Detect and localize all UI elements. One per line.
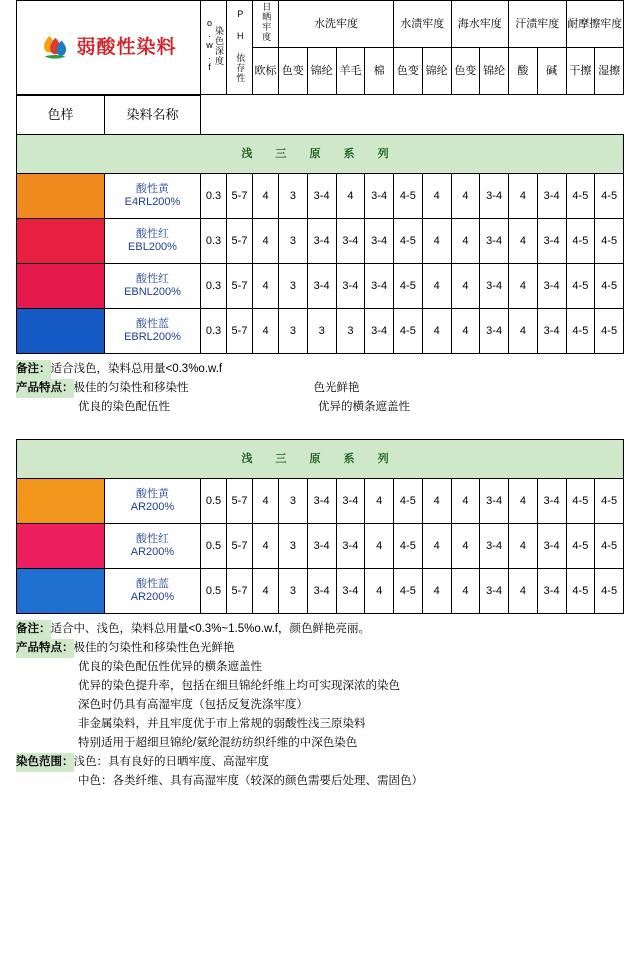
sub-wash-shade: 色变 xyxy=(279,48,308,95)
cell-depth: 0.5 xyxy=(201,478,227,523)
dye-name-cell: 酸性黄 E4RL200% xyxy=(105,174,201,219)
cell-depth: 0.3 xyxy=(201,264,227,309)
dye-name-cell: 酸性蓝 EBRL200% xyxy=(105,309,201,354)
feature-item: 优良的染色配伍性优异的横条遮盖性 xyxy=(78,660,262,673)
cell-sea-nylon: 3-4 xyxy=(480,523,509,568)
cell-persp-alkali: 3-4 xyxy=(537,478,566,523)
color-swatch xyxy=(17,219,105,264)
range-item: 中色：各类纤维、具有高湿牢度（较深的颜色需要后处理、需固色） xyxy=(78,774,423,787)
sub-water-nylon: 锦纶 xyxy=(422,48,451,95)
series-banner-row-1 xyxy=(17,135,624,174)
dye-name-cell: 酸性红 EBNL200% xyxy=(105,264,201,309)
feature-row xyxy=(16,696,624,715)
cell-rub-wet: 4-5 xyxy=(595,174,624,219)
cell-persp-acid: 4 xyxy=(509,174,538,219)
cell-rub-dry: 4-5 xyxy=(566,309,595,354)
cell-rub-wet: 4-5 xyxy=(595,219,624,264)
cell-water-shade: 4-5 xyxy=(394,264,423,309)
cell-sea-nylon: 3-4 xyxy=(480,309,509,354)
sub-wash-wool: 羊毛 xyxy=(336,48,365,95)
cell-ph: 5-7 xyxy=(227,174,253,219)
feature-item: 优良的染色配伍性 xyxy=(78,400,170,413)
cell-wash-shade: 3 xyxy=(279,174,308,219)
note-label: 备注： xyxy=(16,620,51,639)
cell-wash-wool: 3-4 xyxy=(336,568,365,613)
range-item: 浅色：具有良好的日晒牢度、高湿牢度 xyxy=(73,755,269,768)
range-row xyxy=(16,772,624,791)
cell-water-nylon: 4 xyxy=(422,174,451,219)
feature-item: 优异的染色提升率，包括在细旦锦纶纤维上均可实现深浓的染色 xyxy=(78,679,400,692)
cell-persp-acid: 4 xyxy=(509,478,538,523)
cell-persp-acid: 4 xyxy=(509,523,538,568)
color-swatch xyxy=(17,478,105,523)
col-label-dye-name: 染料名称 xyxy=(105,96,201,135)
cell-persp-alkali: 3-4 xyxy=(537,219,566,264)
cell-rub-wet: 4-5 xyxy=(595,309,624,354)
cell-water-nylon: 4 xyxy=(422,478,451,523)
brand-title: 弱酸性染料 xyxy=(76,36,177,58)
feature-row-1b xyxy=(16,398,624,417)
cell-sea-shade: 4 xyxy=(451,568,480,613)
cell-wash-wool: 3-4 xyxy=(336,523,365,568)
cell-sea-shade: 4 xyxy=(451,219,480,264)
cell-water-shade: 4-5 xyxy=(394,309,423,354)
cell-ph: 5-7 xyxy=(227,264,253,309)
cell-wash-shade: 3 xyxy=(279,219,308,264)
note-label: 备注： xyxy=(16,360,51,379)
color-swatch xyxy=(17,523,105,568)
feature-label: 产品特点： xyxy=(16,639,74,658)
group-rubbing: 耐摩擦牢度 xyxy=(566,1,624,48)
feature-header-1 xyxy=(16,379,624,398)
sub-water-shade: 色变 xyxy=(394,48,423,95)
sub-light-standard: 欧标 xyxy=(253,48,279,95)
cell-sea-nylon: 3-4 xyxy=(480,478,509,523)
feature-label: 产品特点： xyxy=(16,379,74,398)
range-header xyxy=(16,753,624,772)
cell-persp-acid: 4 xyxy=(509,264,538,309)
cell-wash-nylon: 3-4 xyxy=(307,174,336,219)
cell-depth: 0.3 xyxy=(201,309,227,354)
cell-depth: 0.5 xyxy=(201,568,227,613)
sub-wash-nylon: 锦纶 xyxy=(307,48,336,95)
cell-depth: 0.5 xyxy=(201,523,227,568)
cell-light: 4 xyxy=(253,309,279,354)
cell-rub-wet: 4-5 xyxy=(595,568,624,613)
cell-rub-dry: 4-5 xyxy=(566,264,595,309)
cell-water-shade: 4-5 xyxy=(394,174,423,219)
feature-item: 色光鲜艳 xyxy=(313,381,360,394)
sub-rub-dry: 干擦 xyxy=(566,48,595,95)
cell-sea-nylon: 3-4 xyxy=(480,174,509,219)
cell-wash-nylon: 3-4 xyxy=(307,264,336,309)
flame-droplet-logo-icon xyxy=(40,33,70,63)
sub-persp-acid: 酸 xyxy=(509,48,538,95)
cell-water-nylon: 4 xyxy=(422,568,451,613)
cell-wash-cotton: 4 xyxy=(365,523,394,568)
dye-name-cell: 酸性红 AR200% xyxy=(105,523,201,568)
cell-sea-shade: 4 xyxy=(451,309,480,354)
cell-rub-dry: 4-5 xyxy=(566,568,595,613)
cell-rub-dry: 4-5 xyxy=(566,523,595,568)
table-row xyxy=(17,219,624,264)
cell-persp-alkali: 3-4 xyxy=(537,523,566,568)
cell-ph: 5-7 xyxy=(227,568,253,613)
feature-header-2 xyxy=(16,639,624,658)
cell-water-nylon: 4 xyxy=(422,523,451,568)
table-row xyxy=(17,174,624,219)
feature-item: 极佳的匀染性和移染性 xyxy=(73,381,189,394)
cell-water-nylon: 4 xyxy=(422,264,451,309)
group-water: 水渍牢度 xyxy=(394,1,452,48)
cell-persp-alkali: 3-4 xyxy=(537,264,566,309)
group-seawater: 海水牢度 xyxy=(451,1,509,48)
cell-persp-alkali: 3-4 xyxy=(537,309,566,354)
cell-light: 4 xyxy=(253,523,279,568)
series-banner: 浅 三 原 系 列 xyxy=(17,439,624,478)
feature-item: 深色时仍具有高湿牢度（包括反复洗涤牢度） xyxy=(78,698,308,711)
cell-wash-nylon: 3-4 xyxy=(307,568,336,613)
cell-sea-nylon: 3-4 xyxy=(480,264,509,309)
cell-wash-wool: 4 xyxy=(336,174,365,219)
feature-row xyxy=(16,677,624,696)
dye-name-cell: 酸性红 EBL200% xyxy=(105,219,201,264)
cell-water-shade: 4-5 xyxy=(394,219,423,264)
sub-sea-nylon: 锦纶 xyxy=(480,48,509,95)
note-text: 适合浅色，染料总用量<0.3%o.w.f xyxy=(50,363,223,375)
cell-wash-shade: 3 xyxy=(279,523,308,568)
cell-ph: 5-7 xyxy=(227,478,253,523)
cell-sea-shade: 4 xyxy=(451,174,480,219)
sub-wash-cotton: 棉 xyxy=(365,48,394,95)
series-banner: 浅 三 原 系 列 xyxy=(17,135,624,174)
dye-table-1 xyxy=(16,0,624,354)
note-remark-1 xyxy=(16,360,624,379)
cell-depth: 0.3 xyxy=(201,219,227,264)
header-row-top xyxy=(17,1,624,48)
col-ph: P H 依存性 xyxy=(227,1,253,95)
cell-wash-cotton: 3-4 xyxy=(365,309,394,354)
note-remark-2 xyxy=(16,620,624,639)
cell-wash-shade: 3 xyxy=(279,264,308,309)
cell-wash-cotton: 3-4 xyxy=(365,219,394,264)
cell-sea-shade: 4 xyxy=(451,523,480,568)
cell-wash-nylon: 3-4 xyxy=(307,219,336,264)
feature-item: 优异的横条遮盖性 xyxy=(318,400,410,413)
cell-sea-shade: 4 xyxy=(451,478,480,523)
group-wash: 水洗牢度 xyxy=(279,1,394,48)
cell-wash-cotton: 4 xyxy=(365,478,394,523)
table-row xyxy=(17,309,624,354)
cell-sea-nylon: 3-4 xyxy=(480,219,509,264)
cell-wash-cotton: 3-4 xyxy=(365,174,394,219)
cell-rub-dry: 4-5 xyxy=(566,219,595,264)
notes-block-1 xyxy=(16,360,624,417)
cell-persp-acid: 4 xyxy=(509,309,538,354)
cell-persp-acid: 4 xyxy=(509,568,538,613)
cell-wash-shade: 3 xyxy=(279,568,308,613)
cell-wash-cotton: 4 xyxy=(365,568,394,613)
series-banner-row-2 xyxy=(17,439,624,478)
cell-light: 4 xyxy=(253,264,279,309)
cell-ph: 5-7 xyxy=(227,523,253,568)
cell-ph: 5-7 xyxy=(227,309,253,354)
cell-light: 4 xyxy=(253,478,279,523)
dye-name-cell: 酸性蓝 AR200% xyxy=(105,568,201,613)
brand-cell xyxy=(17,1,201,95)
cell-water-shade: 4-5 xyxy=(394,478,423,523)
sub-rub-wet: 湿擦 xyxy=(595,48,624,95)
table-row xyxy=(17,264,624,309)
table-row xyxy=(17,568,624,613)
cell-ph: 5-7 xyxy=(227,219,253,264)
cell-wash-nylon: 3-4 xyxy=(307,478,336,523)
cell-water-nylon: 4 xyxy=(422,309,451,354)
sub-sea-shade: 色变 xyxy=(451,48,480,95)
cell-rub-dry: 4-5 xyxy=(566,478,595,523)
dye-table-2 xyxy=(16,439,624,614)
cell-rub-wet: 4-5 xyxy=(595,478,624,523)
feature-row xyxy=(16,734,624,753)
cell-wash-wool: 3-4 xyxy=(336,219,365,264)
cell-wash-wool: 3-4 xyxy=(336,478,365,523)
cell-persp-alkali: 3-4 xyxy=(537,568,566,613)
group-perspiration: 汗渍牢度 xyxy=(509,1,567,48)
cell-wash-wool: 3 xyxy=(336,309,365,354)
cell-sea-nylon: 3-4 xyxy=(480,568,509,613)
cell-wash-shade: 3 xyxy=(279,478,308,523)
cell-rub-wet: 4-5 xyxy=(595,523,624,568)
color-swatch xyxy=(17,309,105,354)
cell-rub-dry: 4-5 xyxy=(566,174,595,219)
cell-wash-cotton: 3-4 xyxy=(365,264,394,309)
color-swatch xyxy=(17,174,105,219)
feature-row xyxy=(16,658,624,677)
cell-light: 4 xyxy=(253,568,279,613)
col-depth: 染色深度 o.w.f xyxy=(201,1,227,95)
note-text: 适合中、浅色，染料总用量<0.3%~1.5%o.w.f，颜色鲜艳亮丽。 xyxy=(50,622,371,635)
cell-persp-alkali: 3-4 xyxy=(537,174,566,219)
cell-water-shade: 4-5 xyxy=(394,568,423,613)
color-swatch xyxy=(17,264,105,309)
col-light: 日晒牢度 xyxy=(253,1,279,48)
cell-sea-shade: 4 xyxy=(451,264,480,309)
cell-wash-nylon: 3-4 xyxy=(307,523,336,568)
cell-water-nylon: 4 xyxy=(422,219,451,264)
feature-item: 非金属染料，并且牢度优于市上常规的弱酸性浅三原染料 xyxy=(78,717,366,730)
notes-block-2 xyxy=(16,620,624,791)
sub-persp-alkali: 碱 xyxy=(537,48,566,95)
cell-light: 4 xyxy=(253,174,279,219)
table-row xyxy=(17,523,624,568)
cell-light: 4 xyxy=(253,219,279,264)
cell-depth: 0.3 xyxy=(201,174,227,219)
range-label: 染色范围： xyxy=(16,753,74,772)
label-row xyxy=(17,96,624,135)
cell-rub-wet: 4-5 xyxy=(595,264,624,309)
dye-name-cell: 酸性黄 AR200% xyxy=(105,478,201,523)
cell-wash-wool: 3-4 xyxy=(336,264,365,309)
table-row xyxy=(17,478,624,523)
cell-persp-acid: 4 xyxy=(509,219,538,264)
feature-item: 极佳的匀染性和移染性色光鲜艳 xyxy=(73,641,235,654)
cell-wash-nylon: 3 xyxy=(307,309,336,354)
feature-row xyxy=(16,715,624,734)
cell-water-shade: 4-5 xyxy=(394,523,423,568)
feature-item: 特别适用于超细旦锦纶/氨纶混纺纺织纤维的中深色染色 xyxy=(78,736,358,749)
cell-wash-shade: 3 xyxy=(279,309,308,354)
color-swatch xyxy=(17,568,105,613)
col-label-color-sample: 色样 xyxy=(17,96,105,135)
